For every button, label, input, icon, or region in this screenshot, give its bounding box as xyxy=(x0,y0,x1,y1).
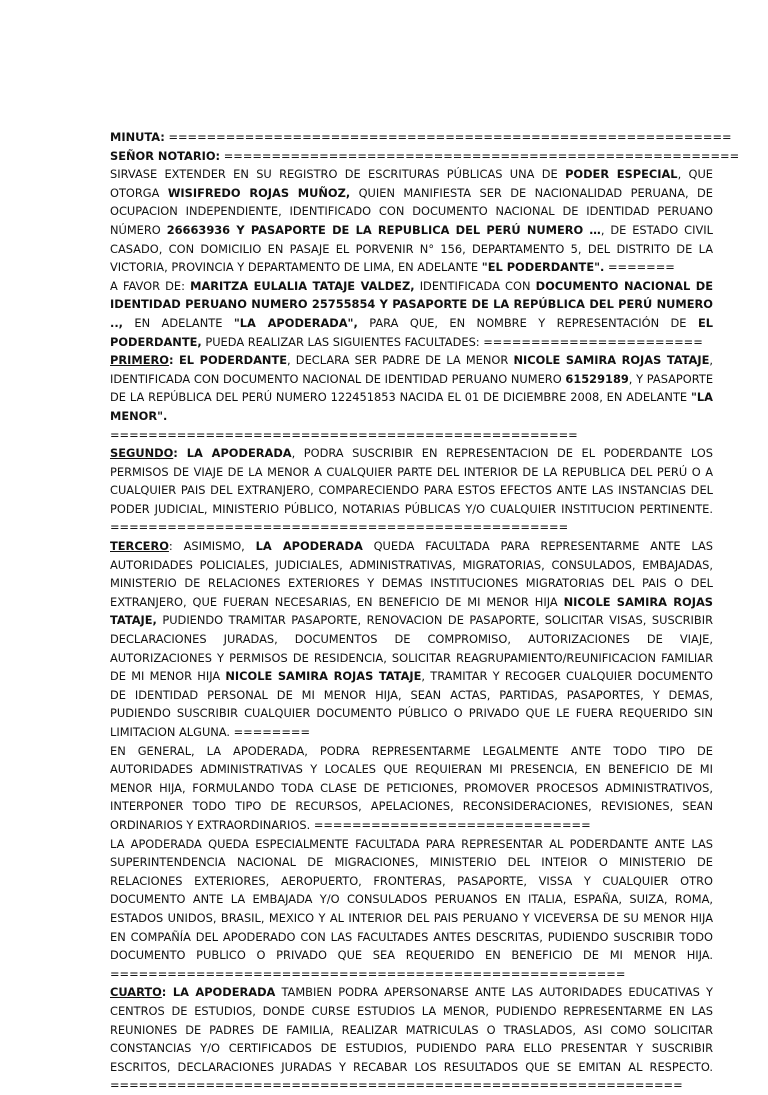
text-run: ======= xyxy=(604,260,675,275)
bold-run: LA APODERADA xyxy=(172,985,276,1000)
bold-run: EL PODERDANTE xyxy=(179,353,287,368)
bold-run: "LA MENOR". xyxy=(110,390,713,423)
text-run: , IDENTIFICADA CON DOCUMENTO NACIONAL DE IDENTIDAD PERUANO NUMERO xyxy=(110,353,713,386)
bold-run: WISIFREDO ROJAS MUÑOZ, xyxy=(167,185,351,200)
text-run: , QUE OTORGA xyxy=(110,167,714,200)
primero-rule: ================================================= xyxy=(110,427,578,442)
text-run: , TRAMITAR Y RECOGER CUALQUIER DOCUMENTO DE IDENTIDAD PERSONAL DE MI MENOR HIJA, SEAN ACTAS, PARTIDAS, PASAPORTES, Y DEMAS, PUDIENDO SUSCRIBIR CUALQUIER DOCUMENTO PÚBLICO O PRIVADO QUE LE FUERA REQUERIDO SIN LIMITACION ALGUNA. ======== xyxy=(110,669,713,739)
bold-run: DOCUMENTO NACIONAL DE IDENTIDAD PERUANO NUMERO 25755854 Y PASAPORTE DE LA REPÚBLICA DEL PERÚ NUMERO .., xyxy=(110,278,713,330)
tercero-paragraph xyxy=(110,537,713,742)
intro-paragraph xyxy=(110,165,713,277)
text-run: SIRVASE EXTENDER EN SU REGISTRO DE ESCRITURAS PÚBLICAS UNA DE xyxy=(110,167,566,182)
minuta-line xyxy=(110,128,732,147)
bold-run: LA APODERADA xyxy=(186,446,292,461)
bold-run: : xyxy=(173,446,187,461)
text-run: , DE ESTADO CIVIL CASADO, CON DOMICILIO EN PASAJE EL PORVENIR N° 156, DEPARTAMENTO 5, DEL DISTRITO DE LA VICTORIA, PROVINCIA Y DEPARTAMENTO DE LIMA, EN ADELANTE xyxy=(110,222,713,275)
bold-run: : xyxy=(161,985,173,1000)
senor-notario-line xyxy=(110,147,740,166)
bold-run: "EL PODERDANTE". xyxy=(481,260,605,275)
especialmente-paragraph: LA APODERADA QUEDA ESPECIALMENTE FACULTADA PARA REPRESENTAR AL PODERDANTE ANTE LAS SUPERINTENDENCIA NACIONAL DE MIGRACIONES, MINISTERIO DEL INTEIOR O MINISTERIO DE RELACIONES EXTERIORES, AEROPUERTO, FRONTERAS, PASAPORTE, VISSA Y CUALQUIER OTRO DOCUMENTO ANTE LA EMBAJADA Y/O CONSULADOS PERUANOS EN ITALIA, ESPAÑA, SUIZA, ROMA, ESTADOS UNIDOS, BRASIL, MEXICO Y AL INTERIOR DEL PAIS PERUANO Y VICEVERSA DE SU MENOR HIJA EN COMPAÑÍA DEL APODERADO CON LAS FACULTADES ANTES DESCRITAS, PUDIENDO SUSCRIBIR TODO DOCUMENTO PUBLICO O PRIVADO QUE SEA REQUERIDO EN BENEFICIO DE MI MENOR HIJA. ====================================================== xyxy=(110,836,713,981)
segundo-paragraph xyxy=(110,444,713,537)
bold-run: EL PODERDANTE, xyxy=(110,315,713,349)
text-run: PARA QUE, EN NOMBRE Y REPRESENTACIÓN DE xyxy=(357,315,698,330)
bold-run: NICOLE SAMIRA ROJAS TATAJE xyxy=(225,669,422,684)
bold-run: NICOLE SAMIRA ROJAS TATAJE, xyxy=(110,594,713,628)
text-run: , Y PASAPORTE DE LA REPÚBLICA DEL PERÚ NUMERO 122451853 NACIDA EL 01 DE DICIEMBRE 2008, EN ADELANTE xyxy=(110,371,714,405)
bold-run: 61529189 xyxy=(565,371,629,386)
bold-run: MARITZA EULALIA TATAJE VALDEZ, xyxy=(190,278,415,293)
minuta-label: MINUTA: xyxy=(110,130,165,144)
text-run: EN ADELANTE xyxy=(122,315,234,330)
primero-paragraph xyxy=(110,351,713,425)
bold-run: "LA APODERADA", xyxy=(233,315,358,330)
bold-run: NICOLE SAMIRA ROJAS TATAJE xyxy=(513,353,710,368)
text-run: , PODRA SUSCRIBIR EN REPRESENTACION DE EL PODERDANTE LOS PERMISOS DE VIAJE DE LA MENOR A CUALQUIER PARTE DEL INTERIOR DE LA REPUBLICA DEL PERÚ O A CUALQUIER PAIS DEL EXTRANJERO, COMPARECIENDO PARA ESTOS EFECTOS ANTE LAS INSTANCIAS DEL PODER JUDICIAL, MINISTERIO PÚBLICO, NOTARIAS PÚBLICAS Y/O CUALQUIER INSTITUCION PERTINENTE. ================================================ xyxy=(110,446,713,535)
text-run: IDENTIFICADA CON xyxy=(414,278,536,293)
senor-notario-label: SEÑOR NOTARIO: xyxy=(110,148,221,163)
text-run: QUEDA FACULTADA PARA REPRESENTARME ANTE LAS AUTORIDADES POLICIALES, JUDICIALES, ADMINISTRATIVAS, MIGRATORIAS, CONSULADOS, EMBAJADAS, MINISTERIO DE RELACIONES EXTERIORES Y DEMAS INSTITUCIONES MIGRATORIAS DEL PAIS O DEL EXTRANJERO, QUE FUERAN NECESARIAS, EN BENEFICIO DE MI MENOR HIJA xyxy=(110,539,713,609)
text-run: , DECLARA SER PADRE DE LA MENOR xyxy=(287,353,514,368)
a-favor-paragraph xyxy=(110,277,713,351)
clause-heading-tercero: TERCERO xyxy=(110,539,169,554)
clause-heading-cuarto: CUARTO xyxy=(110,985,162,1000)
clause-heading-segundo: SEGUNDO xyxy=(110,446,174,461)
text-run: : ASIMISMO, xyxy=(168,539,256,554)
clause-heading-primero: PRIMERO xyxy=(110,353,169,368)
cuarto-paragraph xyxy=(110,983,713,1095)
text-run: PUEDA REALIZAR LAS SIGUIENTES FACULTADES: ======================= xyxy=(201,334,703,349)
senor-notario-fill: ====================================================== xyxy=(220,148,740,163)
document-page xyxy=(110,128,740,1095)
bold-run: 26663936 Y PASAPORTE DE LA REPUBLICA DEL PERÚ NUMERO … xyxy=(166,222,601,237)
bold-run: : xyxy=(168,353,180,368)
en-general-paragraph: EN GENERAL, LA APODERADA, PODRA REPRESENTARME LEGALMENTE ANTE TODO TIPO DE AUTORIDADES ADMINISTRATIVAS Y LOCALES QUE REQUIERAN MI PRESENCIA, EN BENEFICIO DE MI MENOR HIJA, FORMULANDO TODA CLASE DE PETICIONES, PROMOVER PROCESOS ADMINISTRATIVOS, INTERPONER TODO TIPO DE RECURSOS, APELACIONES, RECONSIDERACIONES, REVISIONES, SEAN ORDINARIOS Y EXTRAORDINARIOS. ============================= xyxy=(110,743,713,832)
minuta-fill: =========================================================== xyxy=(164,130,732,144)
text-run: PUDIENDO TRAMITAR PASAPORTE, RENOVACION DE PASAPORTE, SOLICITAR VISAS, SUSCRIBIR DECLARACIONES JURADAS, DOCUMENTOS DE COMPROMISO, AUTORIZACIONES DE VIAJE, AUTORIZACIONES Y PERMISOS DE RESIDENCIA, SOLICITAR REAGRUPAMIENTO/REUNIFICACION FAMILIAR DE MI MENOR HIJA xyxy=(110,613,713,684)
text-run: TAMBIEN PODRA APERSONARSE ANTE LAS AUTORIDADES EDUCATIVAS Y CENTROS DE ESTUDIOS, DONDE CURSE ESTUDIOS LA MENOR, PUDIENDO REPRESENTARME EN LAS REUNIONES DE PADRES DE FAMILIA, REALIZAR MATRICULAS O TRASLADOS, ASI COMO SOLICITAR CONSTANCIAS Y/O CERTIFICADOS DE ESTUDIOS, PUDIENDO PARA ELLO PRESENTAR Y SUSCRIBIR ESCRITOS, DECLARACIONES JURADAS Y RECABAR LOS RESULTADOS QUE SE EMITAN AL RESPECTO. ============================================================ xyxy=(110,985,713,1093)
text-run: QUIEN MANIFIESTA SER DE NACIONALIDAD PERUANA, DE OCUPACION INDEPENDIENTE, IDENTIFICADO CON DOCUMENTO NACIONAL DE IDENTIDAD PERUANO NÚMERO xyxy=(110,185,713,237)
bold-run: PODER ESPECIAL xyxy=(565,167,678,182)
text-run: A FAVOR DE: xyxy=(110,278,191,293)
bold-run: LA APODERADA xyxy=(255,539,363,554)
